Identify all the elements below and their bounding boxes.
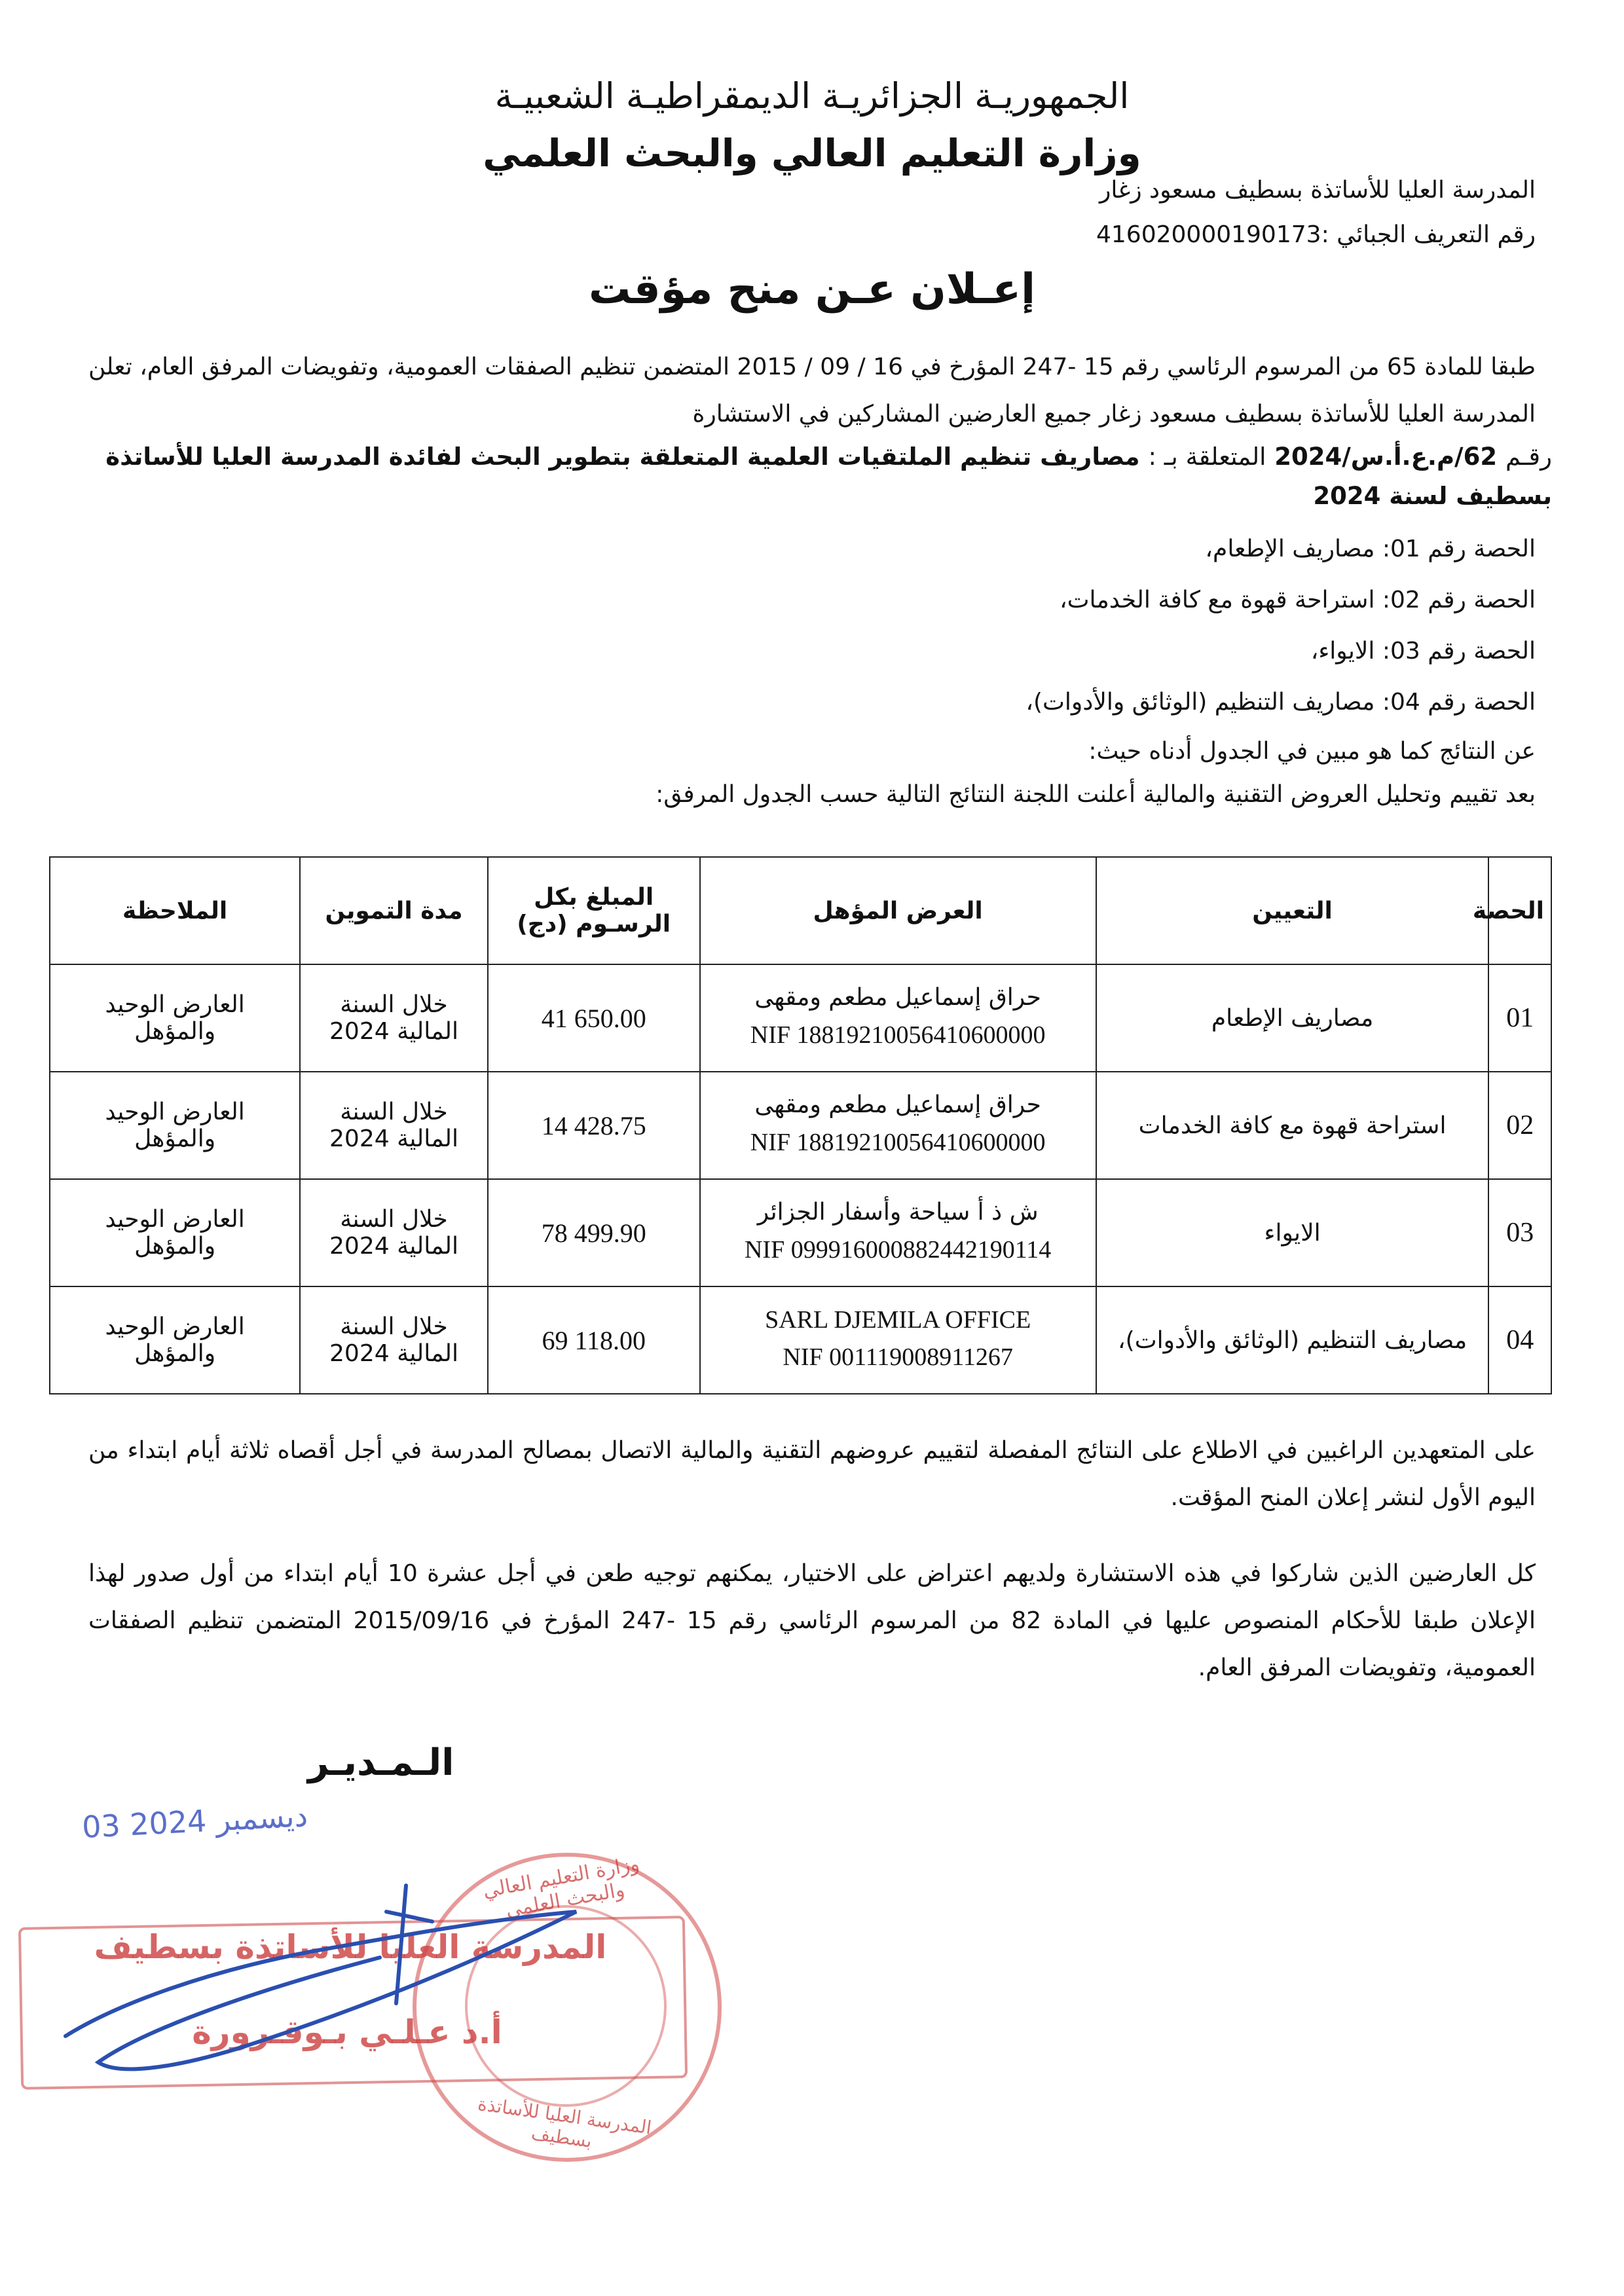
cell-designation: مصاريف التنظيم (الوثائق والأدوات)،: [1096, 1286, 1489, 1394]
results-intro-line-1: عن النتائج كما هو مبين في الجدول أدناه حيث:: [1088, 738, 1536, 765]
offer-nif: NIF 001119008911267: [783, 1343, 1013, 1371]
table-header-row: [50, 857, 1551, 964]
duration-line: خلال السنة: [340, 1099, 448, 1125]
col-header-designation: التعيين: [1096, 857, 1489, 964]
cell-designation: مصاريف الإطعام: [1096, 964, 1489, 1072]
offer-name: ش ذ أ سياحة وأسفار الجزائر: [757, 1199, 1039, 1226]
remark-line: العارض الوحيد: [105, 991, 245, 1018]
remark-line: العارض الوحيد: [105, 1206, 245, 1233]
col-header-amount: المبلغ بكل الرسـوم (دج): [488, 857, 700, 964]
cell-offer: [700, 1286, 1096, 1394]
round-seal-top-text: وزارة التعليم العالي والبحث العلمي: [481, 1852, 642, 1922]
consultation-number: 62/م.ع.أ.س/2024: [1274, 443, 1498, 471]
cell-lot: 03: [1488, 1179, 1551, 1286]
offer-name: حراق إسماعيل مطعم ومقهى: [754, 984, 1041, 1011]
tax-id: رقم التعريف الجبائي :416020000190173: [1096, 221, 1536, 248]
cell-lot: 04: [1488, 1286, 1551, 1394]
round-seal-bottom-text: المدرسة العليا للأساتذة بسطيف: [476, 2092, 654, 2153]
school-name: المدرسة العليا للأساتذة بسطيف مسعود زغار: [1099, 177, 1536, 204]
cell-duration: [300, 1179, 488, 1286]
table-row: [50, 1179, 1551, 1286]
cell-lot: 01: [1488, 964, 1551, 1072]
intro-paragraph: طبقا للمادة 65 من المرسوم الرئاسي رقم 15 -247 المؤرخ في 16 / 09 / 2015 المتضمن تنظيم الصفقات العمومية، وتفويضات المرفق العام، تعلن المدرسة العليا للأساتذة بسطيف مسعود زغار جميع العارضين المشاركين في الاستشارة: [88, 354, 1536, 428]
lot-item: الحصة رقم 01: مصاريف الإطعام،: [1205, 536, 1536, 562]
duration-line: خلال السنة: [340, 1206, 448, 1233]
date-stamp: 03 ديسمبر 2024: [81, 1798, 309, 1845]
table-row: [50, 1072, 1551, 1179]
cell-remark: [50, 1286, 300, 1394]
col-header-lot: الحصة: [1488, 857, 1551, 964]
consultation-number-prefix: رقـم: [1505, 443, 1552, 471]
results-table: [49, 856, 1552, 1394]
cell-duration: [300, 1286, 488, 1394]
consultation-subject: [65, 437, 1552, 516]
cell-duration: [300, 1072, 488, 1179]
duration-line: خلال السنة: [340, 1313, 448, 1340]
cell-remark: [50, 1072, 300, 1179]
cell-designation: استراحة قهوة مع كافة الخدمات: [1096, 1072, 1489, 1179]
table-row: [50, 1286, 1551, 1394]
lot-item: الحصة رقم 03: الايواء،: [1310, 638, 1536, 665]
offer-nif: NIF 18819210056410600000: [750, 1021, 1046, 1049]
appeal-notice-paragraph: كل العارضين الذين شاركوا في هذه الاستشارة ولديهم اعتراض على الاختيار، يمكنهم توجيه طعن في أجل عشرة 10 أيام ابتداء من أول صدور لهذا الإعلان طبقا للأحكام المنصوص عليها في المادة 82 من المرسوم الرئاسي رقم 15 -247 المؤرخ في 2015/09/16 المتضمن تنظيم الصفقات العمومية، وتفويضات المرفق العام.: [88, 1560, 1536, 1681]
results-intro: [88, 730, 1536, 816]
ministry-header: وزارة التعليم العالي والبحث العلمي: [483, 131, 1141, 175]
consultation-notice-paragraph: على المتعهدين الراغبين في الاطلاع على النتائج المفصلة لتقييم عروضهم التقنية والمالية الاتصال بمصالح المدرسة في أجل أقصاه ثلاثة أيام ابتداء من اليوم الأول لنشر إعلان المنح المؤقت.: [88, 1437, 1536, 1511]
remark-line: والمؤهل: [134, 1340, 216, 1367]
remark-line: العارض الوحيد: [105, 1099, 245, 1125]
remark-line: والمؤهل: [134, 1125, 216, 1152]
lot-item: الحصة رقم 02: استراحة قهوة مع كافة الخدمات،: [1060, 587, 1536, 613]
offer-nif: NIF 099916000882442190114: [744, 1236, 1052, 1264]
cell-lot: 02: [1488, 1072, 1551, 1179]
cell-offer: [700, 1072, 1096, 1179]
col-header-remark: الملاحظة: [50, 857, 300, 964]
table-row: [50, 964, 1551, 1072]
official-stamp-school: المدرسة العليا للأساتذة بسطيف: [94, 1928, 607, 1966]
official-stamp-name: أ.د عـلـي بـوقـرورة: [192, 2013, 502, 2051]
remark-line: العارض الوحيد: [105, 1313, 245, 1340]
duration-line: خلال السنة: [340, 991, 448, 1018]
cell-amount: 78 499.90: [488, 1179, 700, 1286]
cell-offer: [700, 1179, 1096, 1286]
offer-name: حراق إسماعيل مطعم ومقهى: [754, 1091, 1041, 1118]
consultation-subject-text: مصاريف تنظيم الملتقيات العلمية المتعلقة بتطوير البحث لفائدة المدرسة العليا للأساتذة بسطيف لسنة 2024: [105, 443, 1552, 510]
offer-name: SARL DJEMILA OFFICE: [765, 1306, 1031, 1334]
duration-line: المالية 2024: [329, 1233, 458, 1260]
consultation-related: المتعلقة بـ :: [1148, 443, 1266, 471]
remark-line: والمؤهل: [134, 1018, 216, 1045]
col-header-offer: العرض المؤهل: [700, 857, 1096, 964]
remark-line: والمؤهل: [134, 1233, 216, 1260]
results-intro-line-2: بعد تقييم وتحليل العروض التقنية والمالية أعلنت اللجنة النتائج التالية حسب الجدول المرفق:: [655, 781, 1536, 808]
director-title: الـمـديـر: [308, 1741, 454, 1784]
col-header-duration: مدة التموين: [300, 857, 488, 964]
cell-remark: [50, 964, 300, 1072]
lot-item: الحصة رقم 04: مصاريف التنظيم (الوثائق والأدوات)،: [1025, 689, 1536, 716]
cell-designation: الايواء: [1096, 1179, 1489, 1286]
cell-remark: [50, 1179, 300, 1286]
cell-amount: 69 118.00: [488, 1286, 700, 1394]
duration-line: المالية 2024: [329, 1340, 458, 1367]
cell-duration: [300, 964, 488, 1072]
handwritten-signature: [39, 1872, 629, 2095]
lots-list: [1025, 524, 1536, 728]
duration-line: المالية 2024: [329, 1018, 458, 1045]
offer-nif: NIF 18819210056410600000: [750, 1129, 1046, 1156]
cell-amount: 41 650.00: [488, 964, 700, 1072]
announcement-title: إعـلان عـن منح مؤقت: [588, 265, 1036, 314]
republic-header: الجمهوريـة الجزائريـة الديمقراطيـة الشعبيـة: [494, 75, 1130, 117]
cell-offer: [700, 964, 1096, 1072]
duration-line: المالية 2024: [329, 1125, 458, 1152]
cell-amount: 14 428.75: [488, 1072, 700, 1179]
